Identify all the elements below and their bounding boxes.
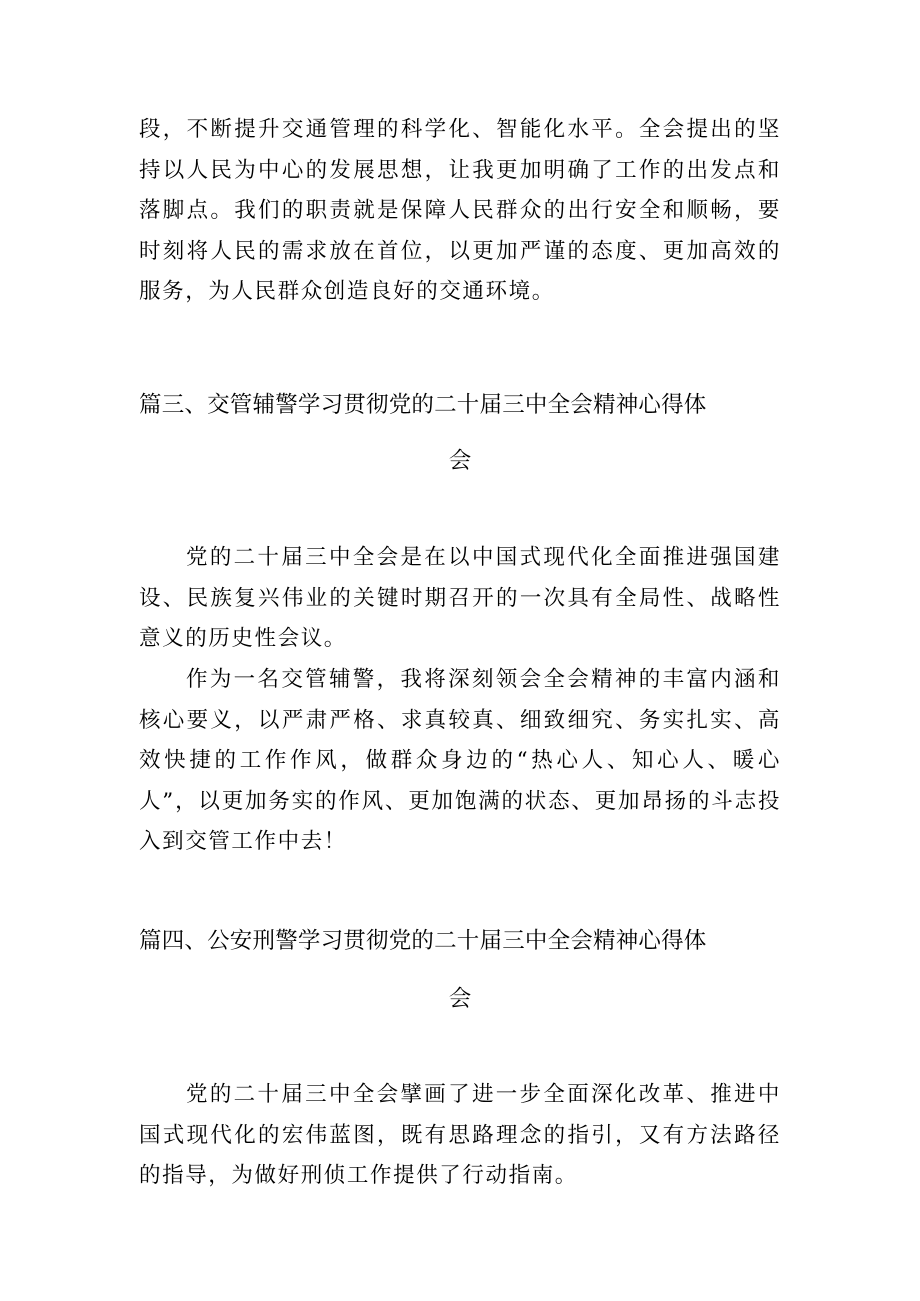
section-heading-3: 篇三、交管辅警学习贯彻党的二十届三中全会精神心得体 bbox=[139, 392, 707, 418]
paragraph-section3-intro: 党的二十届三中全会是在以中国式现代化全面推进强国建设、民族复兴伟业的关键时期召开的一次具有全局性、战略性意义的历史性会议。 bbox=[139, 545, 781, 651]
paragraph-section3-body: 作为一名交管辅警，我将深刻领会全会精神的丰富内涵和核心要义，以严肃严格、求真较真、细致细究、务实扎实、高效快捷的工作作风，做群众身边的“热心人、知心人、暖心人”，以更加务实的作风、更加饱满的状态、更加昂扬的斗志投入到交管工作中去！ bbox=[139, 667, 781, 854]
paragraph-section4-intro: 党的二十届三中全会擘画了进一步全面深化改革、推进中国式现代化的宏伟蓝图，既有思路理念的指引，又有方法路径的指导，为做好刑侦工作提供了行动指南。 bbox=[139, 1082, 781, 1188]
section-heading-3-tail: 会 bbox=[448, 448, 472, 474]
section-heading-4-tail: 会 bbox=[448, 986, 472, 1012]
section-heading-4: 篇四、公安刑警学习贯彻党的二十届三中全会精神心得体 bbox=[139, 928, 707, 954]
paragraph-continuation: 段，不断提升交通管理的科学化、智能化水平。全会提出的坚持以人民为中心的发展思想，让我更加明确了工作的出发点和落脚点。我们的职责就是保障人民群众的出行安全和顺畅，要时刻将人民的需求放在首位，以更加严谨的态度、更加高效的服务，为人民群众创造良好的交通环境。 bbox=[139, 117, 781, 304]
